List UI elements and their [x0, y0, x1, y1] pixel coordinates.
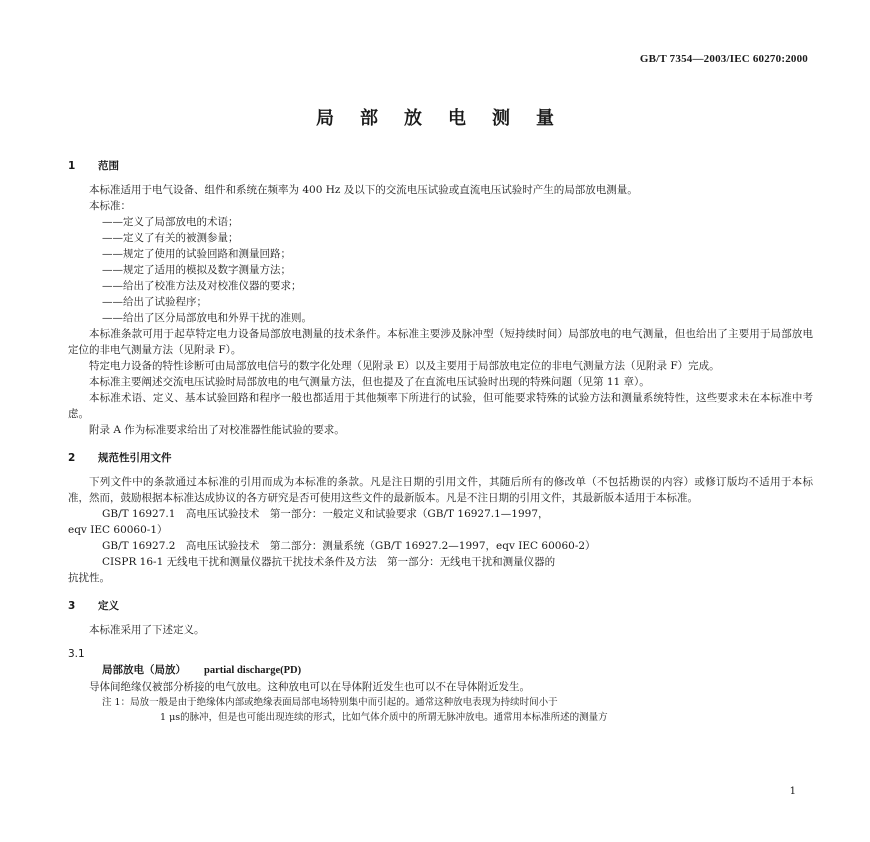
- list-item: ——给出了校准方法及对校准仪器的要求；: [102, 280, 302, 292]
- term-definition: 导体间绝缘仅被部分桥接的电气放电。这种放电可以在导体附近发生也可以不在导体附近发生。: [89, 681, 530, 693]
- section-2-heading: 2 规范性引用文件: [68, 452, 172, 464]
- section-2-para-1: 下列文件中的条款通过本标准的引用而成为本标准的条款。凡是注日期的引用文件，其随后所有的修改单（不包括勘误的内容）或修订版均不适用于本标准，然而，鼓励根据本标准达成协议的各方研究是否可使用这些文件的最新版本。凡是不注日期的引用文件，其最新版本适用于本标准。: [68, 476, 813, 504]
- term-cn: 局部放电（局放）: [102, 664, 186, 676]
- note-line-2: 1 μs的脉冲，但是也可能出现连续的形式，比如气体介质中的所谓无脉冲放电。通常用本标准所述的测量方: [160, 712, 608, 723]
- reference-item: GB/T 16927.1 高电压试验技术 第一部分：一般定义和试验要求（GB/T 16927.1—1997，: [102, 508, 549, 520]
- page-number: 1: [789, 786, 796, 797]
- document-body: [68, 158, 813, 725]
- list-item: ——给出了区分局部放电和外界干扰的准则。: [102, 312, 312, 324]
- section-1-heading: 1 范围: [68, 160, 119, 172]
- reference-item: CISPR 16-1 无线电干扰和测量仪器抗干扰技术条件及方法 第一部分：无线电干扰和测量仪器的: [102, 556, 556, 568]
- list-item: ——给出了试验程序；: [102, 296, 207, 308]
- standard-number: GB/T 7354—2003/IEC 60270:2000: [639, 53, 808, 65]
- section-1-para-1: 本标准适用于电气设备、组件和系统在频率为 400 Hz 及以下的交流电压试验或直流电压试验时产生的局部放电测量。: [89, 184, 638, 196]
- section-1-para-2: 本标准：: [89, 200, 131, 212]
- list-item: ——定义了局部放电的术语；: [102, 216, 239, 228]
- term-en: partial discharge(PD): [204, 665, 302, 676]
- reference-item-cont: eqv IEC 60060-1）: [68, 524, 168, 536]
- reference-item-cont: 抗扰性。: [68, 572, 110, 584]
- list-item: ——定义了有关的被测参量；: [102, 232, 239, 244]
- note-line-1: 注 1：局放一般是由于绝缘体内部或绝缘表面局部电场特别集中而引起的。通常这种放电表现为持续时间小于: [102, 697, 558, 708]
- section-3-heading: 3 定义: [68, 600, 119, 612]
- section-1-para-4: 特定电力设备的特性诊断可由局部放电信号的数字化处理（见附录 E）以及主要用于局部放电定位的非电气测量方法（见附录 F）完成。: [89, 360, 720, 372]
- list-item: ——规定了使用的试验回路和测量回路；: [102, 248, 291, 260]
- list-item: ——规定了适用的模拟及数字测量方法；: [102, 264, 291, 276]
- document-title: 局部放电测量: [316, 108, 580, 129]
- section-1-para-6: 本标准术语、定义、基本试验回路和程序一般也都适用于其他频率下所进行的试验，但可能要求特殊的试验方法和测量系统特性，这些要求未在本标准中考虑。: [68, 392, 813, 420]
- section-3-para-1: 本标准采用了下述定义。: [89, 624, 205, 636]
- section-1-para-7: 附录 A 作为标准要求给出了对校准器性能试验的要求。: [89, 424, 345, 436]
- reference-item: GB/T 16927.2 高电压试验技术 第二部分：测量系统（GB/T 16927.2—1997，eqv IEC 60060-2）: [102, 540, 596, 552]
- section-1-para-3: 本标准条款可用于起草特定电力设备局部放电测量的技术条件。本标准主要涉及脉冲型（短持续时间）局部放电的电气测量，但也给出了主要用于局部放电定位的非电气测量方法（见附录 F）。: [68, 328, 813, 356]
- term-heading: [68, 662, 813, 679]
- section-1-para-5: 本标准主要阐述交流电压试验时局部放电的电气测量方法，但也提及了在直流电压试验时出现的特殊问题（见第 11 章）。: [89, 376, 650, 388]
- subsection-3-1-number: 3.1: [68, 648, 85, 660]
